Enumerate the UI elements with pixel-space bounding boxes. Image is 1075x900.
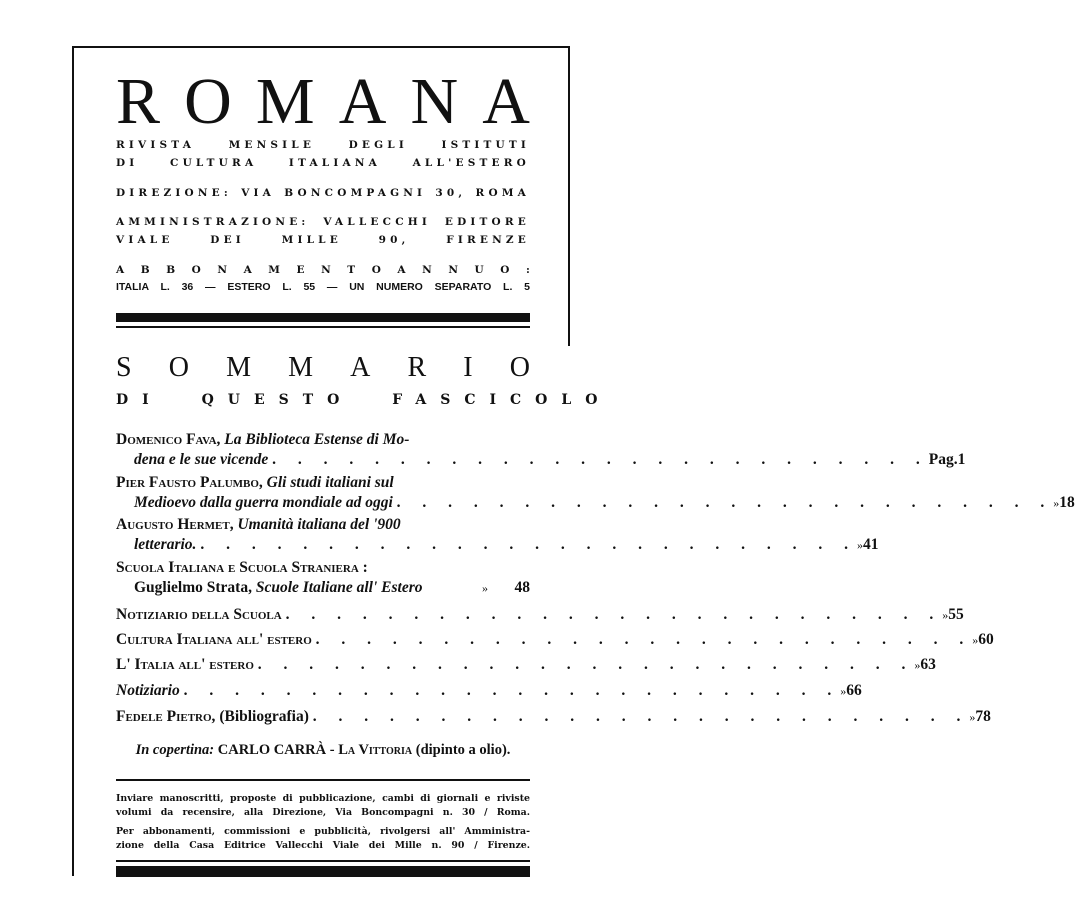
letter: O <box>191 264 201 276</box>
rule-thin <box>116 326 530 328</box>
letter: N <box>321 264 331 276</box>
sommario-title <box>116 352 530 384</box>
entry-section: Scuola Italiana e Scuola Straniera : <box>116 559 368 576</box>
rule-thick <box>116 866 530 877</box>
entry-author: Pier Fausto Palumbo, <box>116 474 263 491</box>
page-label: Pag. <box>928 451 958 468</box>
subtitle-line: DI CULTURA ITALIANA ALL'ESTERO <box>116 157 530 169</box>
toc-entry <box>116 515 879 555</box>
letter: N <box>448 264 458 276</box>
page-number: 18 <box>1059 494 1075 511</box>
frame-border-right <box>568 46 570 346</box>
entry-author: Guglielmo Strata, <box>134 579 252 596</box>
rule-thick <box>116 313 530 322</box>
leader-dots: . . . . . . . . . . . . . . . . . . . . . . . . . . <box>257 656 915 673</box>
rule-thin <box>116 779 530 781</box>
masthead-subtitle <box>116 136 530 172</box>
page-number: 48 <box>514 579 530 596</box>
letter: N <box>410 65 459 138</box>
entry-author: Augusto Hermet, <box>116 516 234 533</box>
cover-work: La Vittoria <box>338 742 413 758</box>
toc-entry <box>116 430 966 470</box>
entry-label: L' Italia all' estero <box>116 656 254 673</box>
letter: N <box>422 264 432 276</box>
toc-entry <box>116 630 994 650</box>
letter: A <box>116 264 125 276</box>
letter: R <box>407 352 427 383</box>
letter: E <box>296 264 305 276</box>
entry-title: dena e le sue vicende <box>134 451 269 468</box>
note-line: zione della Casa Editrice Vallecchi Viale dei Mille n. 90 / Firenze. <box>116 840 530 851</box>
frame-border-left <box>72 46 74 876</box>
amministrazione-line: AMMINISTRAZIONE: VALLECCHI EDITORE <box>116 216 530 228</box>
toc-entry <box>116 605 964 625</box>
manuscripts-note <box>116 792 530 820</box>
masthead-abbonamento <box>116 261 530 279</box>
entry-title: La Biblioteca Estense di Mo- <box>220 431 410 448</box>
entry-title: Medioevo dalla guerra mondiale ad oggi <box>134 494 393 511</box>
cover-medium: (dipinto a olio). <box>412 742 511 758</box>
masthead-direzione <box>116 184 530 202</box>
page-number: 55 <box>948 606 964 623</box>
masthead-amministrazione <box>116 213 530 249</box>
letter: M <box>255 65 315 138</box>
subscriptions-note <box>116 825 530 853</box>
toc-entry <box>116 681 862 701</box>
letter: A <box>397 264 406 276</box>
entry-title: letterario. <box>134 536 197 553</box>
entry-label: Notiziario della Scuola <box>116 606 282 623</box>
entry-label-extra: (Bibliografia) <box>215 708 309 725</box>
letter: R <box>116 65 161 138</box>
ditto-mark: » <box>840 684 847 698</box>
letter: O <box>509 352 530 383</box>
letter: O <box>184 65 232 138</box>
letter: A <box>482 65 530 138</box>
page-number: 66 <box>846 682 862 699</box>
note-line: Inviare manoscritti, proposte di pubblicazione, cambi di giornali e riviste <box>116 793 530 804</box>
cover-credit <box>116 742 530 759</box>
cover-artist: CARLO CARRÀ - <box>214 742 339 758</box>
page-number: 60 <box>978 631 994 648</box>
leader-dots: . . . . . . . . . . . . . . . . . . . . . . . . . . <box>312 708 970 725</box>
ditto-mark: » <box>856 538 863 552</box>
leader-dots: . . . . . . . . . . . . . . . . . . . . . . . . . . <box>272 451 929 468</box>
toc-entry <box>116 558 530 598</box>
letter: T <box>347 264 356 276</box>
entry-label: Cultura Italiana all' estero <box>116 631 312 648</box>
entry-label: Fedele Pietro, <box>116 708 216 725</box>
ditto-mark: » <box>914 658 921 672</box>
subtitle-line: RIVISTA MENSILE DEGLI ISTITUTI <box>116 139 530 151</box>
letter: S <box>116 352 132 383</box>
note-line: volumi da recensire, alla Direzione, Via Boncompagni n. 30 / Roma. <box>116 807 530 818</box>
letter: : <box>526 264 530 276</box>
letter: M <box>288 352 313 383</box>
letter: I <box>463 352 473 383</box>
page-number: 1 <box>957 451 966 468</box>
letter: N <box>217 264 227 276</box>
sommario-subtitle: DI QUESTO FASCICOLO <box>116 392 612 408</box>
entry-label: Notiziario <box>116 682 180 699</box>
frame-border-top <box>73 46 570 48</box>
letter: O <box>371 264 381 276</box>
entry-title: Gli studi italiani sul <box>262 474 394 491</box>
leader-dots: . . . . . . . . . . . . . . . . . . . . . . . . . . <box>315 631 973 648</box>
leader-dots: . . . . . . . . . . . . . . . . . . . . . . . . . . <box>285 606 943 623</box>
ditto-mark: » <box>942 608 949 622</box>
ditto-mark: » <box>482 581 488 595</box>
entry-author: Domenico Fava, <box>116 431 221 448</box>
ditto-mark: » <box>972 633 979 647</box>
letter: B <box>166 264 176 276</box>
letter: A <box>338 65 387 138</box>
rule-thin <box>116 860 530 862</box>
toc-entry <box>116 707 991 727</box>
amministrazione-line: VIALE DEI MILLE 90, FIRENZE <box>116 234 530 246</box>
masthead-prezzi: ITALIA L. 36 — ESTERO L. 55 — UN NUMERO SEPARATO L. 5 <box>116 281 530 293</box>
leader-dots: . . . . . . . . . . . . . . . . . . . . . . . . . . <box>200 536 857 553</box>
cover-prefix: In copertina: <box>135 742 215 758</box>
ditto-mark: » <box>1053 496 1060 510</box>
leader-dots: . . . . . . . . . . . . . . . . . . . . . . . . . . <box>183 682 841 699</box>
entry-title: Umanità italiana del '900 <box>233 516 401 533</box>
page-number: 78 <box>975 708 991 725</box>
letter: A <box>350 352 371 383</box>
letter: M <box>226 352 251 383</box>
letter: M <box>268 264 280 276</box>
letter: B <box>140 264 150 276</box>
ditto-mark: » <box>969 710 976 724</box>
note-line: Per abbonamenti, commissioni e pubblicità, rivolgersi all' Amministra- <box>116 826 530 837</box>
letter: U <box>474 264 484 276</box>
page-number: 63 <box>920 656 936 673</box>
letter: O <box>500 264 510 276</box>
page-number: 41 <box>862 536 879 553</box>
toc-entry <box>116 473 1075 513</box>
entry-title: Scuole Italiane all' Estero <box>251 579 423 596</box>
letter: A <box>243 264 252 276</box>
leader-dots: . . . . . . . . . . . . . . . . . . . . . . . . . . <box>396 494 1054 511</box>
direzione-line: DIREZIONE: VIA BONCOMPAGNI 30, ROMA <box>116 187 530 199</box>
masthead-title <box>116 65 530 138</box>
toc-entry <box>116 655 936 675</box>
letter: O <box>168 352 189 383</box>
